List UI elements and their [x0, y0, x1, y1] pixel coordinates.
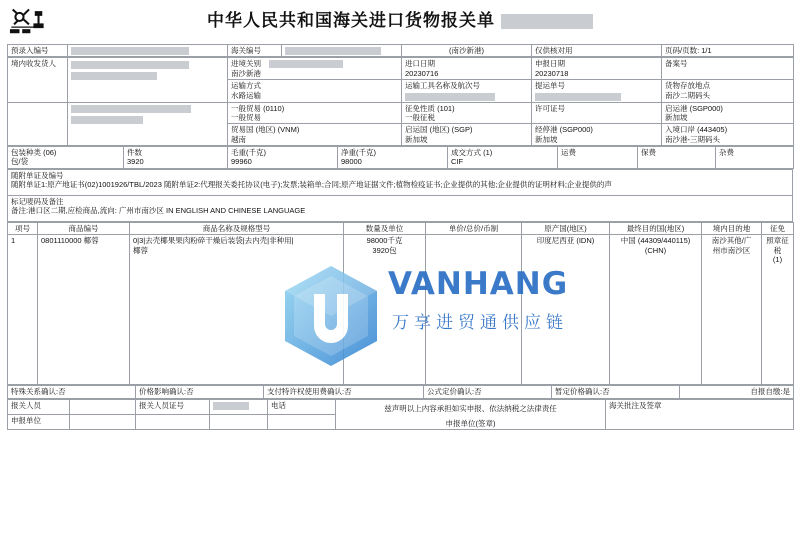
pre-entry-redaction [71, 47, 189, 55]
consumer-unit-redaction-2 [71, 116, 143, 124]
domestic-consignee-label: 境内收发货人 [8, 58, 68, 102]
goods-col-qty: 数量及单位 [344, 222, 426, 234]
phone-label: 电话 [268, 399, 336, 414]
transport-name-redaction [405, 93, 495, 101]
statement-text: 兹声明以上内容承担如实申报、依法纳税之法律责任 [384, 403, 557, 413]
bill-no-redaction [535, 93, 621, 101]
trade-terms-field [448, 147, 558, 169]
footer-table [7, 399, 794, 431]
formula-price-label: 公式定价确认: [427, 387, 475, 397]
misc-fee-label: 杂费 [719, 148, 734, 158]
marks-remarks-value: 备注:港口区二期,应检商品,流向: 广州市南沙区 IN ENGLISH AND CHINESE LANGUAGE [11, 206, 306, 216]
transport-name-label: 运输工具名称及航次号 [405, 81, 480, 91]
bill-no-field [532, 80, 662, 102]
declarant-id-value [210, 399, 268, 414]
entry-port-field [662, 124, 794, 146]
supervision-field [228, 102, 402, 124]
provisional-price-value: 否 [602, 387, 610, 397]
ship-country-value: 新加坡 [405, 134, 428, 144]
entry-port-label: 入境口岸 (443405) [665, 125, 728, 135]
goods-row-destination: 中国 (44309/440115) (CHN) [610, 235, 702, 385]
goods-row-domestic-dest [702, 235, 762, 385]
goods-row-exempt-line2: (1) [772, 254, 783, 264]
import-customs-field [228, 58, 402, 80]
goods-col-no: 项号 [8, 222, 38, 234]
provisional-price-label: 暂定价格确认: [555, 387, 603, 397]
declarant-id-redaction [213, 402, 249, 410]
customs-no-label: 海关编号 [228, 45, 282, 57]
goods-row-exempt-line1: 照章征税 [766, 236, 789, 255]
declarant-id-label: 报关人员证号 [136, 399, 210, 414]
goods-row-name-line2: 椰蓉 [133, 245, 148, 255]
page-number [662, 45, 794, 57]
customs-no-redaction [285, 47, 381, 55]
origin-port-field [662, 102, 794, 124]
footer-blank-2 [210, 414, 268, 429]
insurance-field [638, 147, 716, 169]
page-value: 1/1 [701, 46, 712, 55]
declare-date-label: 申报日期 [535, 59, 565, 69]
bill-no-label: 提运单号 [535, 81, 565, 91]
license-label: 许可证号 [535, 103, 565, 113]
footer-blank-3 [268, 414, 336, 429]
net-weight-label: 净重(千克) [341, 148, 376, 158]
special-relation-label: 特殊关系确认: [11, 387, 59, 397]
trade-terms-value: CIF [451, 157, 464, 167]
consumer-unit-redaction-1 [71, 105, 191, 113]
goods-row-price [426, 235, 522, 385]
goods-col-origin: 原产国(地区) [522, 222, 610, 234]
main-info-table [7, 57, 794, 146]
transit-port-field [532, 124, 662, 146]
pre-entry-label: 预录入编号 [8, 45, 68, 57]
self-declare-value: 是 [782, 387, 790, 397]
gross-weight-label: 毛重(千克) [231, 148, 266, 158]
royalty-field [264, 386, 424, 398]
goods-row-qty-line1: 98000千克 [366, 236, 403, 246]
license-field [532, 102, 662, 124]
package-type-value: 包/袋 [11, 157, 29, 167]
goods-row-name-line1: 0|3|去壳椰果果肉粉碎干燥后装袋|去内壳|非种用| [133, 236, 294, 246]
goods-row-qty-line2: 3920包 [372, 245, 397, 255]
price-influence-label: 价格影响确认: [139, 387, 187, 397]
package-type-field [8, 147, 124, 169]
net-weight-value: 98000 [341, 157, 362, 167]
goods-table [7, 222, 794, 385]
form-header [0, 0, 800, 44]
goods-row-name [130, 235, 344, 385]
pieces-field [124, 147, 228, 169]
record-no-label: 备案号 [665, 59, 688, 69]
special-relation-value: 否 [58, 387, 66, 397]
transport-mode-value: 水路运输 [231, 90, 261, 100]
declarant-label: 报关人员 [8, 399, 70, 414]
import-date-value: 20230716 [405, 68, 439, 78]
marks-remarks-label: 标记唛码及备注 [11, 196, 64, 206]
top-strip-table [7, 44, 794, 57]
price-influence-field [136, 386, 264, 398]
goods-col-code: 商品编号 [38, 222, 130, 234]
watermark-slogan: 万享进贸通供应链 [392, 313, 568, 333]
formula-price-field [424, 386, 552, 398]
storage-value: 南沙二期码头 [665, 90, 710, 100]
self-declare-field [680, 386, 794, 398]
goods-col-exempt: 征免 [762, 222, 794, 234]
confirmation-table [7, 385, 794, 398]
import-customs-label: 进境关别 [231, 59, 261, 69]
import-date-field [402, 58, 532, 80]
goods-row-origin: 印度尼西亚 (IDN) [522, 235, 610, 385]
pre-entry-value [68, 45, 228, 57]
net-weight-field [338, 147, 448, 169]
exempt-nature-field [402, 102, 532, 124]
price-influence-value: 否 [186, 387, 194, 397]
trade-country-value: 越南 [231, 134, 246, 144]
storage-label: 货物存放地点 [665, 81, 710, 91]
formula-price-value: 否 [474, 387, 482, 397]
transport-mode-field [228, 80, 402, 102]
provisional-price-field [552, 386, 680, 398]
declare-date-value: 20230718 [535, 68, 569, 78]
freight-field [558, 147, 638, 169]
gross-weight-field [228, 147, 338, 169]
transport-mode-label: 运输方式 [231, 81, 261, 91]
goods-row-qty [344, 235, 426, 385]
origin-port-label: 启运港 (SGP000) [665, 103, 723, 113]
exempt-nature-label: 征免性质 (101) [405, 103, 455, 113]
royalty-value: 否 [344, 387, 352, 397]
royalty-label: 支付特许权使用费确认: [267, 387, 345, 397]
special-relation-field [8, 386, 136, 398]
title-redaction [501, 14, 593, 29]
consumer-unit-value [68, 102, 228, 146]
ship-country-field [402, 124, 532, 146]
self-declare-label: 自报自缴: [750, 387, 783, 397]
goods-row-code: 0801110000 椰蓉 [38, 235, 130, 385]
watermark-brand: VANHANG [388, 266, 569, 302]
package-table [7, 146, 794, 169]
misc-fee-field [716, 147, 794, 169]
attached-docs-table [7, 169, 793, 222]
port-note: (南沙新港) [402, 45, 532, 57]
origin-port-value: 新加坡 [665, 112, 688, 122]
table-row [8, 235, 794, 385]
unit-label: 申报单位 [8, 414, 70, 429]
transport-name-field [402, 80, 532, 102]
supervision-label: 一般贸易 (0110) [231, 103, 285, 113]
footer-blank-1 [136, 414, 210, 429]
statement-cell [336, 399, 606, 430]
customs-approval-cell: 海关批注及签章 [606, 399, 794, 430]
goods-row-domestic-dest-line2: 州市南沙区 [712, 245, 751, 255]
import-customs-name: 南沙新港 [231, 68, 261, 78]
ship-country-label: 启运国 (地区) (SGP) [405, 125, 473, 135]
consignee-redaction-1 [71, 61, 189, 69]
trade-country-label: 贸易国 (地区) (VNM) [231, 125, 300, 135]
supervision-value: 一般贸易 [231, 112, 261, 122]
package-type-label: 包装种类 (06) [11, 148, 57, 158]
consignee-redaction-2 [71, 72, 157, 80]
goods-header-row [8, 222, 794, 234]
import-date-label: 进口日期 [405, 59, 435, 69]
storage-field [662, 80, 794, 102]
insurance-label: 保费 [641, 148, 656, 158]
transit-port-value: 新加坡 [535, 134, 558, 144]
page-title [0, 6, 800, 31]
freight-label: 运费 [561, 148, 576, 158]
attached-docs-label: 随附单证及编号 [11, 170, 64, 180]
domestic-consignee-value [68, 58, 228, 102]
attached-docs-value: 随附单证1:原产地证书(02)1001926/TBL/2023 随附单证2:代理报关委托协议(电子);发票;装箱单;合同;原产地证据文件;植物检疫证书;企业提供的其他;企业提供的证明材料;企业提供的声 [11, 180, 612, 190]
import-customs-redaction [269, 60, 343, 68]
exempt-nature-value: 一般征税 [405, 112, 435, 122]
marks-remarks-cell [8, 195, 793, 221]
trade-terms-label: 成交方式 (1) [451, 148, 493, 158]
goods-row-exempt [762, 235, 794, 385]
declarant-value [70, 399, 136, 414]
gross-weight-value: 99960 [231, 157, 252, 167]
unit-value [70, 414, 136, 429]
declare-date-field [532, 58, 662, 80]
consumer-unit-label [8, 102, 68, 146]
page-title-text: 中华人民共和国海关进口货物报关单 [207, 11, 495, 31]
entry-port-value: 南沙港-三期码头 [665, 134, 720, 144]
pieces-value: 3920 [127, 157, 144, 167]
goods-col-name: 商品名称及规格型号 [130, 222, 344, 234]
page-label: 页码/页数: [665, 46, 700, 55]
check-use-note: 仅供核对用 [532, 45, 662, 57]
pieces-label: 件数 [127, 148, 142, 158]
trade-country-field [228, 124, 402, 146]
goods-col-price: 单价/总价/币制 [426, 222, 522, 234]
goods-col-domestic-dest: 境内目的地 [702, 222, 762, 234]
goods-row-no: 1 [8, 235, 38, 385]
goods-row-domestic-dest-line1: 南沙其他/广 [711, 236, 752, 246]
record-no-field [662, 58, 794, 80]
transit-port-label: 经停港 (SGP000) [535, 125, 593, 135]
attached-docs-cell [8, 169, 793, 195]
customs-no-value [282, 45, 402, 57]
goods-col-destination: 最终目的国(地区) [610, 222, 702, 234]
declare-unit-label: 申报单位(签章) [445, 418, 496, 428]
